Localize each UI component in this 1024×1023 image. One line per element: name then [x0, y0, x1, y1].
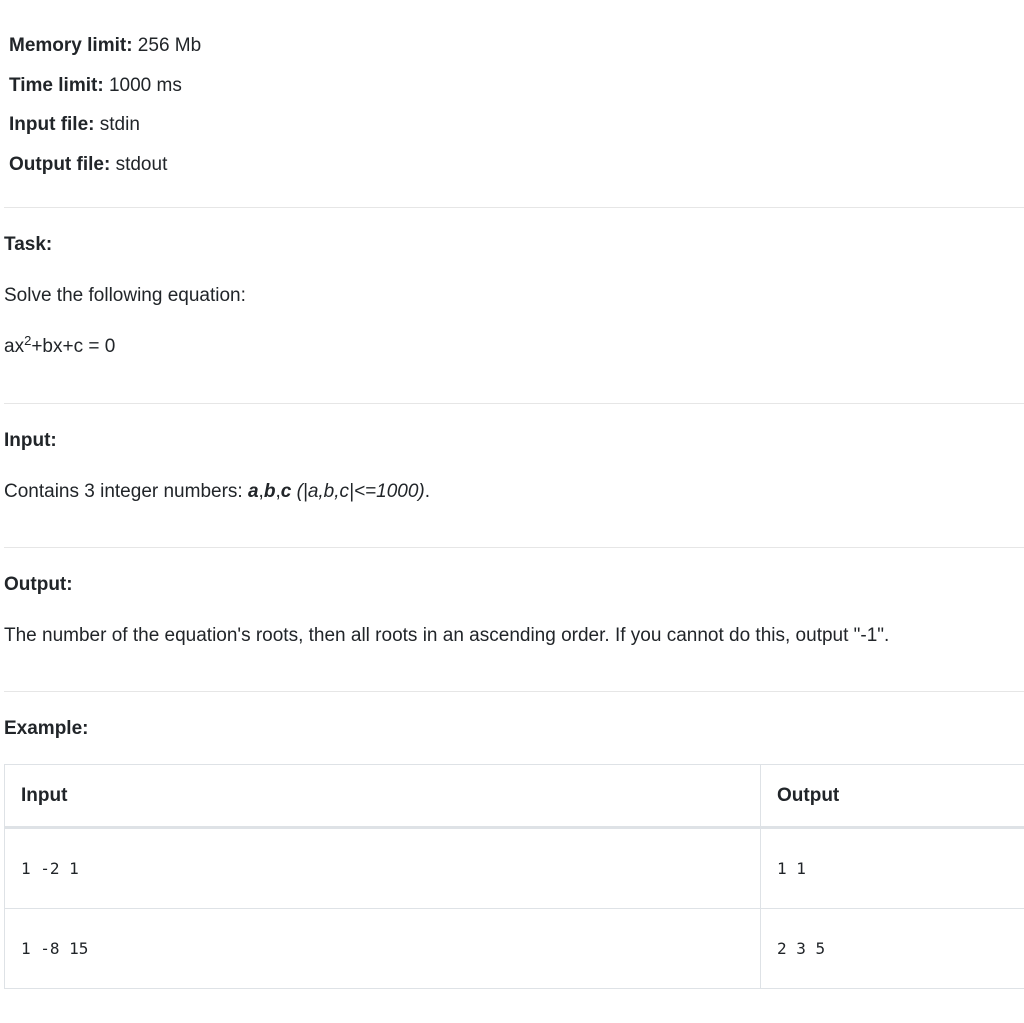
divider [4, 207, 1024, 208]
example-table [4, 764, 1024, 989]
column-header-input: Input [5, 765, 761, 828]
task-heading: Task: [4, 234, 53, 255]
input-file: Input file: stdin [9, 114, 140, 135]
input-description: Contains 3 integer numbers: a,b,c (|a,b,c|<=1000). [4, 481, 431, 502]
example-input-cell: 1 -2 1 [5, 828, 761, 909]
divider [4, 547, 1024, 548]
task-intro: Solve the following equation: [4, 285, 246, 306]
column-header-output: Output [761, 765, 1024, 828]
example-input-cell: 1 -8 15 [5, 909, 761, 989]
time-limit: Time limit: 1000 ms [9, 74, 182, 96]
divider [4, 691, 1024, 692]
output-description: The number of the equation's roots, then all roots in an ascending order. If you cannot do this, output "-1". [4, 625, 890, 646]
divider [4, 403, 1024, 404]
output-file: Output file: stdout [9, 153, 168, 175]
output-heading: Output: [4, 574, 73, 595]
table-header-row [5, 765, 1024, 828]
example-heading: Example: [4, 718, 89, 739]
memory-limit: Memory limit: 256 Mb [9, 35, 202, 56]
limits-section [9, 36, 201, 194]
table-row [5, 909, 1024, 989]
example-output-cell: 1 1 [761, 828, 1024, 909]
input-heading: Input: [4, 430, 57, 451]
example-output-cell: 2 3 5 [761, 909, 1024, 989]
table-row [5, 828, 1024, 909]
task-equation: $ax^2+bx+c = 0$ [4, 333, 116, 357]
